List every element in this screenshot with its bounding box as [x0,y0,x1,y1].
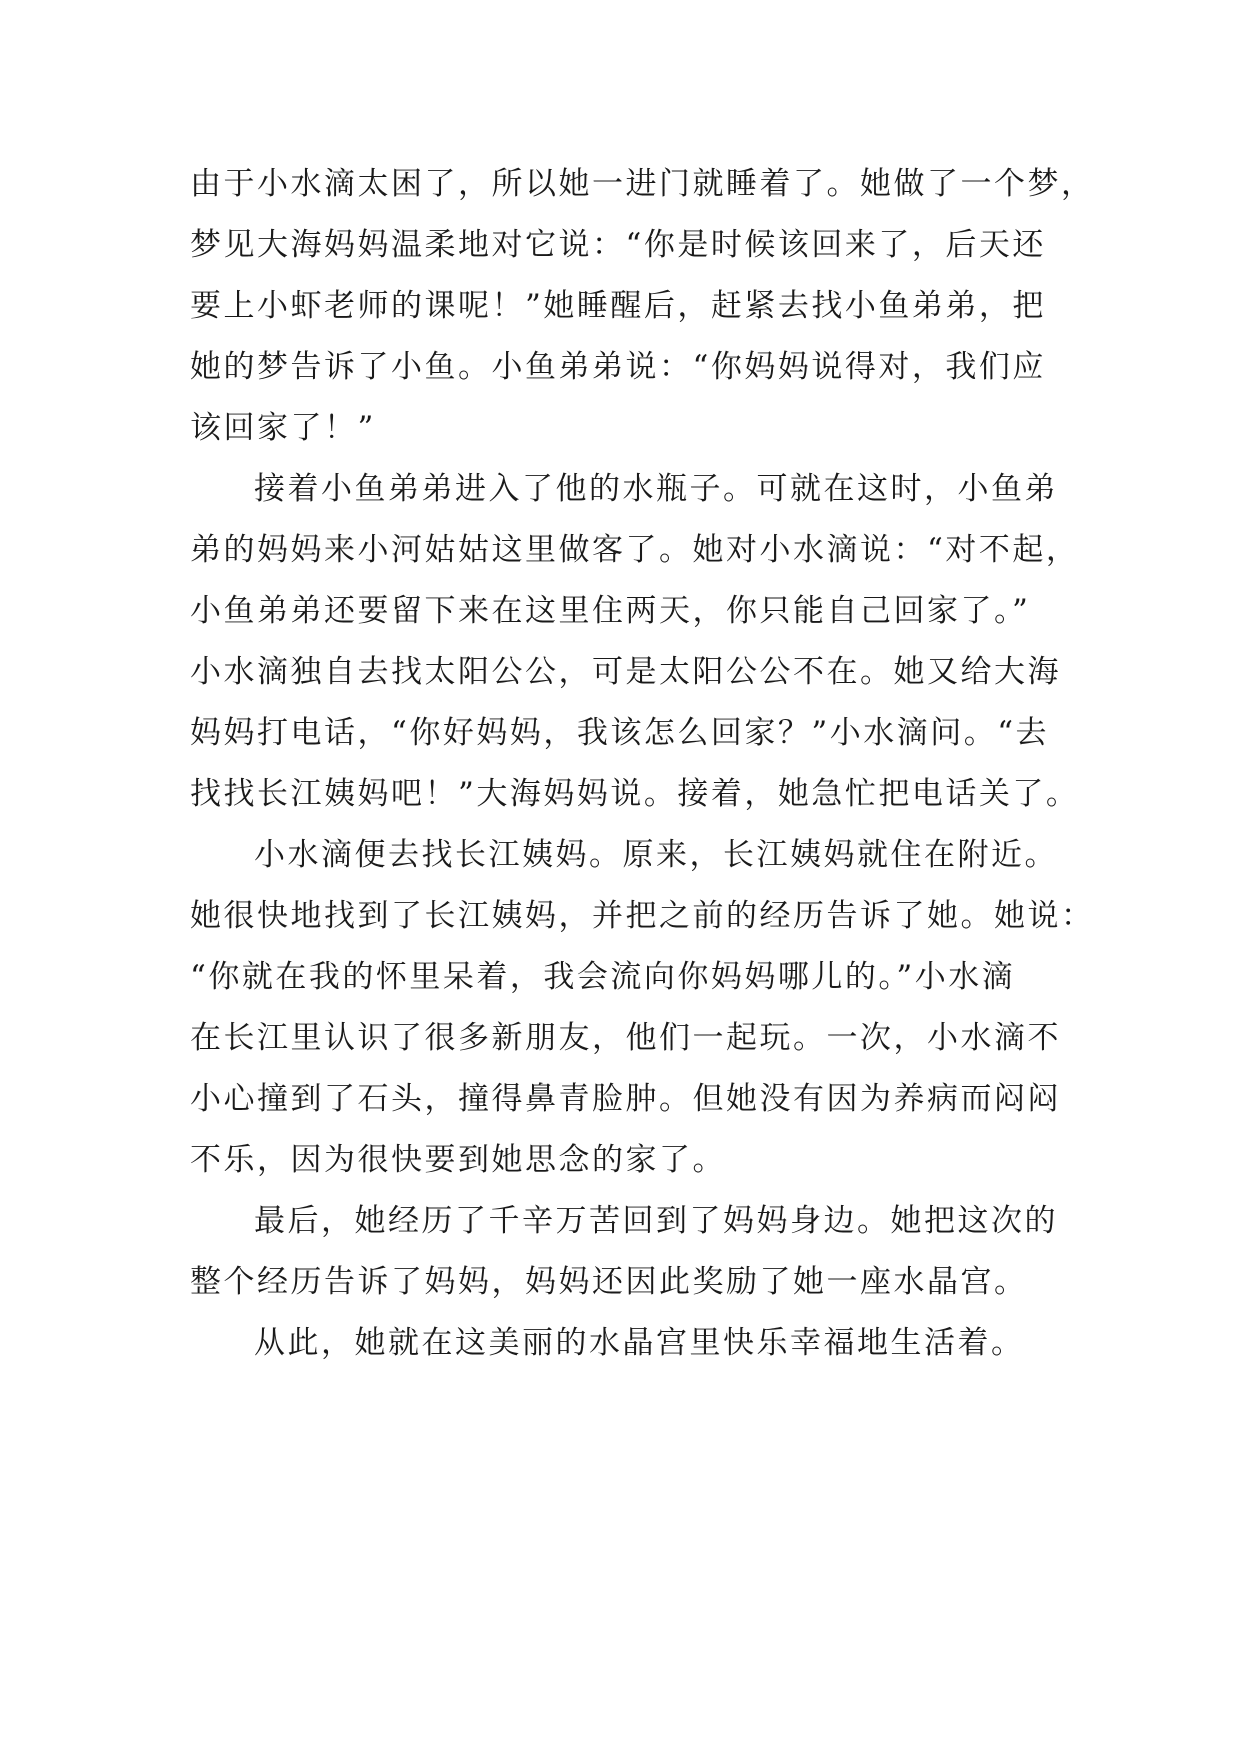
text-line: 该回家了！” [190,410,376,446]
text-line: 不乐，因为很快要到她思念的家了。 [190,1142,726,1178]
paragraph-first-line: 小水滴便去找长江姨妈。原来，长江姨妈就住在附近。 [254,837,1058,873]
text-line: 在长江里认识了很多新朋友，他们一起玩。一次，小水滴不 [190,1020,1061,1056]
text-line: 由于小水滴太困了，所以她一进门就睡着了。她做了一个梦， [190,166,1095,202]
text-line: 她很快地找到了长江姨妈，并把之前的经历告诉了她。她说： [190,898,1095,934]
text-line: 找找长江姨妈吧！”大海妈妈说。接着，她急忙把电话关了。 [190,776,1080,812]
text-line: 弟的妈妈来小河姑姑这里做客了。她对小水滴说：“对不起， [190,532,1080,568]
text-line: 她的梦告诉了小鱼。小鱼弟弟说：“你妈妈说得对，我们应 [190,349,1046,385]
text-line: 梦见大海妈妈温柔地对它说：“你是时候该回来了，后天还 [190,227,1046,263]
text-line: 要上小虾老师的课呢！”她睡醒后，赶紧去找小鱼弟弟，把 [190,288,1046,324]
story-text [190,154,1095,1374]
text-line: “你就在我的怀里呆着，我会流向你妈妈哪儿的。”小水滴 [190,959,1016,995]
text-line: 整个经历告诉了妈妈，妈妈还因此奖励了她一座水晶宫。 [190,1264,1028,1300]
text-line: 小水滴独自去找太阳公公，可是太阳公公不在。她又给大海 [190,654,1061,690]
text-line: 小心撞到了石头，撞得鼻青脸肿。但她没有因为养病而闷闷 [190,1081,1061,1117]
text-line: 小鱼弟弟还要留下来在这里住两天，你只能自己回家了。” [190,593,1031,629]
paragraph-first-line: 最后，她经历了千辛万苦回到了妈妈身边。她把这次的 [254,1203,1058,1239]
text-line: 妈妈打电话，“你好妈妈，我该怎么回家？”小水滴问。“去 [190,715,1050,751]
paragraph-first-line: 从此，她就在这美丽的水晶宫里快乐幸福地生活着。 [254,1325,1025,1361]
paragraph-first-line: 接着小鱼弟弟进入了他的水瓶子。可就在这时，小鱼弟 [254,471,1058,507]
